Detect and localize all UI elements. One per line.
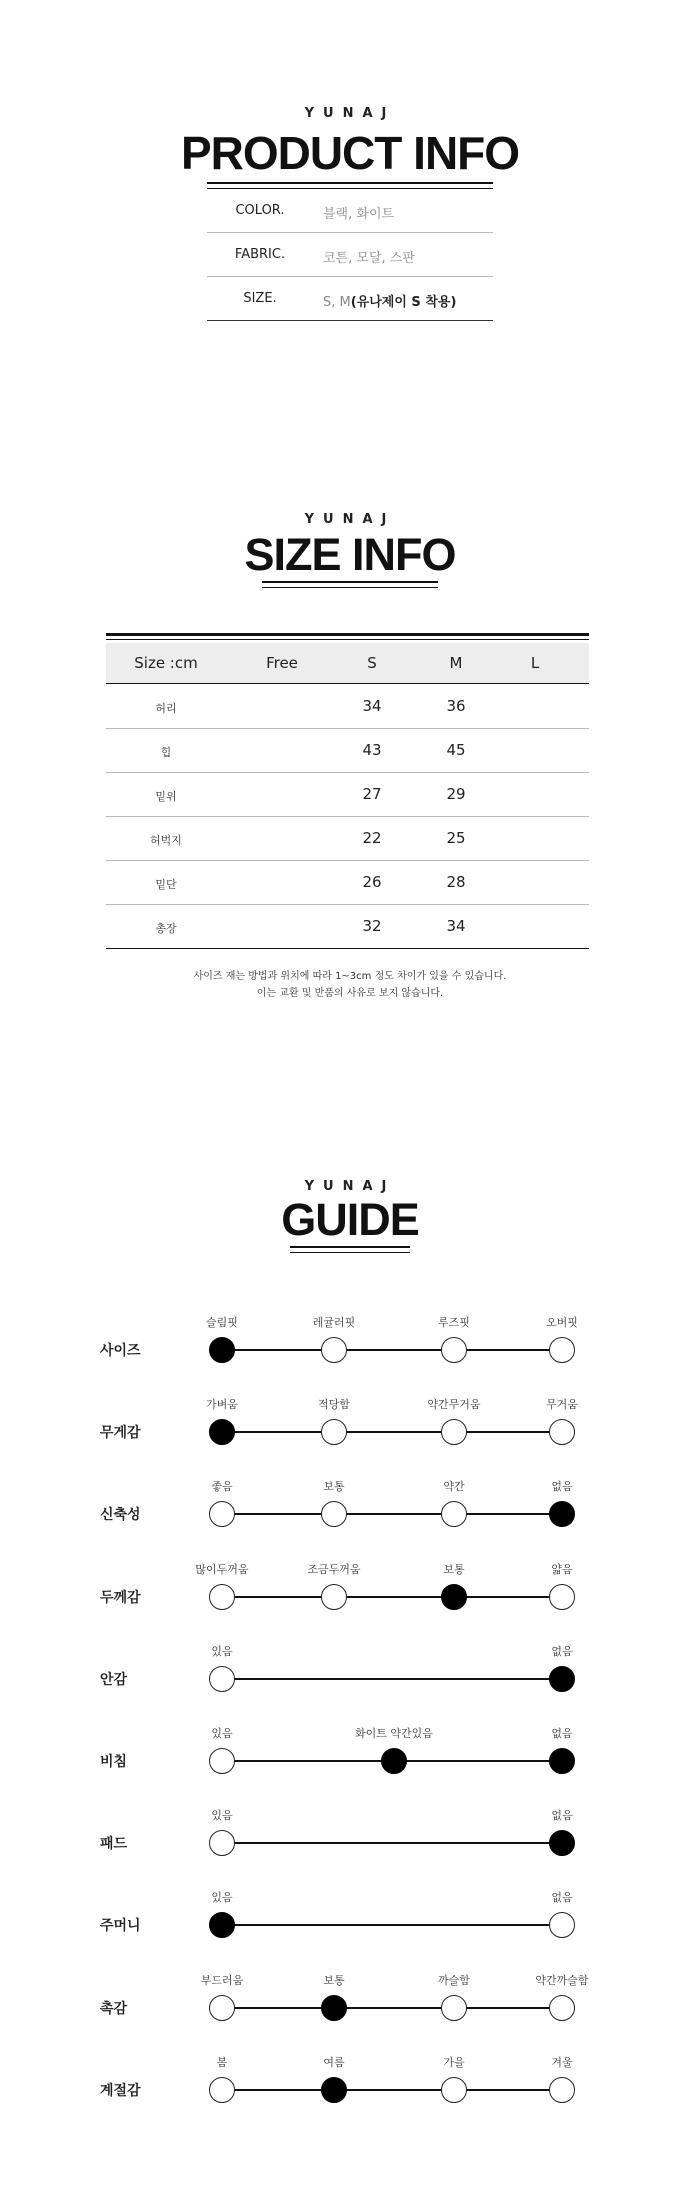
fabric-key: FABRIC. <box>234 247 286 262</box>
guide-dot-selected <box>209 1419 235 1445</box>
table-bottom-rule <box>207 320 493 321</box>
guide-dot <box>441 1995 467 2021</box>
guide-dot <box>549 1337 575 1363</box>
guide-option-label: 없음 <box>551 1891 573 1904</box>
title-underline <box>290 1246 410 1248</box>
guide-dot <box>209 1830 235 1856</box>
guide-dot-selected <box>209 1912 235 1938</box>
header-free: Free <box>266 654 298 672</box>
guide-row-label: 주머니 <box>100 1918 141 1934</box>
size-row-m: 34 <box>446 917 466 935</box>
guide-dot <box>549 1995 575 2021</box>
guide-dot <box>209 2077 235 2103</box>
guide-row-label: 계절감 <box>100 2083 141 2099</box>
header-m: M <box>449 654 463 672</box>
size-row-s: 34 <box>362 697 382 715</box>
guide-row-label: 신축성 <box>100 1507 141 1523</box>
title-underline-thin <box>262 587 438 588</box>
header-size: Size :cm <box>134 654 198 672</box>
size-key: SIZE. <box>243 291 277 306</box>
guide-dot-selected <box>381 1748 407 1774</box>
guide-dot <box>209 1666 235 1692</box>
guide-option-label: 약간무거움 <box>427 1398 481 1411</box>
guide-dot <box>441 1337 467 1363</box>
guide-option-label: 보통 <box>443 1563 465 1576</box>
size-row-divider <box>106 948 589 949</box>
title-underline <box>262 581 438 583</box>
guide-option-label: 여름 <box>323 2056 345 2069</box>
size-note-line1: 사이즈 재는 방법과 위치에 따라 1~3cm 정도 차이가 있을 수 있습니다. <box>193 971 507 982</box>
size-note-line2: 이는 교환 및 반품의 사유로 보지 않습니다. <box>256 988 444 999</box>
guide-option-label: 많이두꺼움 <box>195 1563 249 1576</box>
size-row-m: 25 <box>446 829 466 847</box>
guide-option-label: 겨울 <box>551 2056 573 2069</box>
guide-scale-line <box>222 1596 562 1598</box>
product-info-title: PRODUCT INFO <box>180 127 520 179</box>
brand-name: YUNAJ <box>304 512 396 527</box>
size-value-model: (유나제이 S 착용) <box>350 295 457 310</box>
guide-dot <box>321 1584 347 1610</box>
size-info-title: SIZE INFO <box>244 529 456 580</box>
guide-title: GUIDE <box>281 1194 419 1245</box>
size-row-label: 밑단 <box>155 878 177 891</box>
guide-dot <box>549 1584 575 1610</box>
table-top-rule-thin <box>106 639 589 640</box>
guide-scale-line <box>222 1431 562 1433</box>
guide-dot <box>321 1337 347 1363</box>
product-info-row-color <box>208 189 492 233</box>
guide-option-label: 적당함 <box>318 1398 350 1411</box>
size-value <box>323 291 456 310</box>
guide-dot-selected <box>549 1830 575 1856</box>
guide-dot-selected <box>321 2077 347 2103</box>
brand-name: YUNAJ <box>304 1179 396 1194</box>
guide-dot <box>321 1419 347 1445</box>
size-value-text: S, M <box>323 295 351 310</box>
guide-option-label: 있음 <box>211 1809 233 1822</box>
guide-option-label: 얇음 <box>551 1563 573 1576</box>
size-row-m: 29 <box>446 785 466 803</box>
size-row-label: 힙 <box>160 746 172 759</box>
table-top-rule <box>106 633 589 636</box>
guide-option-label: 레귤러핏 <box>312 1316 356 1329</box>
size-row-divider <box>106 904 589 905</box>
guide-option-label: 약간까슬함 <box>535 1974 589 1987</box>
guide-option-label: 가벼움 <box>206 1398 238 1411</box>
size-row-label: 총장 <box>155 922 177 935</box>
title-underline-thin <box>290 1252 410 1253</box>
size-row-label: 허리 <box>155 702 177 715</box>
guide-row-label: 사이즈 <box>100 1343 141 1359</box>
guide-option-label: 보통 <box>323 1480 345 1493</box>
guide-scale-line <box>222 1513 562 1515</box>
guide-option-label: 봄 <box>216 2056 228 2069</box>
guide-scale-line <box>222 1678 562 1680</box>
guide-option-label: 약간 <box>443 1480 465 1493</box>
guide-dot-selected <box>549 1748 575 1774</box>
color-key: COLOR. <box>235 203 285 218</box>
guide-option-label: 화이트 약간있음 <box>355 1727 433 1740</box>
size-row-divider <box>106 860 589 861</box>
size-row-m: 36 <box>446 697 466 715</box>
size-row-divider <box>106 728 589 729</box>
guide-option-label: 슬림핏 <box>206 1316 238 1329</box>
guide-row-label: 촉감 <box>100 2001 128 2017</box>
guide-option-label: 있음 <box>211 1727 233 1740</box>
guide-option-label: 조금두꺼움 <box>307 1563 361 1576</box>
size-row-m: 28 <box>446 873 466 891</box>
guide-option-label: 있음 <box>211 1645 233 1658</box>
guide-dot <box>441 1419 467 1445</box>
guide-option-label: 보통 <box>323 1974 345 1987</box>
size-row-s: 27 <box>362 785 382 803</box>
header-l: L <box>530 654 540 672</box>
guide-dot <box>441 1501 467 1527</box>
size-row-divider <box>106 816 589 817</box>
guide-dot <box>549 2077 575 2103</box>
size-row-s: 26 <box>362 873 382 891</box>
guide-dot <box>209 1584 235 1610</box>
guide-dot <box>209 1748 235 1774</box>
size-row-m: 45 <box>446 741 466 759</box>
guide-scale-line <box>222 1349 562 1351</box>
guide-option-label: 루즈핏 <box>438 1316 470 1329</box>
guide-dot-selected <box>549 1501 575 1527</box>
guide-option-label: 까슬함 <box>438 1974 470 1987</box>
guide-option-label: 오버핏 <box>546 1316 578 1329</box>
size-row-label: 밑위 <box>155 790 177 803</box>
guide-dot-selected <box>441 1584 467 1610</box>
guide-row-label: 두께감 <box>100 1590 141 1606</box>
size-row-s: 43 <box>362 741 382 759</box>
guide-option-label: 없음 <box>551 1727 573 1740</box>
guide-dot-selected <box>209 1337 235 1363</box>
guide-scale-line <box>222 2007 562 2009</box>
guide-dot <box>209 1995 235 2021</box>
guide-option-label: 부드러움 <box>200 1974 244 1987</box>
guide-dot-selected <box>321 1995 347 2021</box>
size-row-s: 32 <box>362 917 382 935</box>
guide-row-label: 비침 <box>100 1754 128 1770</box>
guide-dot <box>549 1419 575 1445</box>
size-row-label: 허벅지 <box>150 834 182 847</box>
guide-option-label: 있음 <box>211 1891 233 1904</box>
guide-option-label: 무거움 <box>546 1398 578 1411</box>
guide-dot <box>209 1501 235 1527</box>
guide-option-label: 없음 <box>551 1809 573 1822</box>
title-underline <box>207 182 493 184</box>
guide-option-label: 없음 <box>551 1645 573 1658</box>
guide-row-label: 안감 <box>100 1672 128 1688</box>
guide-dot <box>321 1501 347 1527</box>
header-bottom-rule <box>106 683 589 684</box>
size-row-s: 22 <box>362 829 382 847</box>
header-s: S <box>367 654 377 672</box>
fabric-value: 코튼, 모달, 스판 <box>323 251 415 266</box>
guide-option-label: 가을 <box>443 2056 465 2069</box>
guide-dot <box>549 1912 575 1938</box>
color-value: 블랙, 화이트 <box>323 207 395 222</box>
guide-scale-line <box>222 1842 562 1844</box>
guide-option-label: 없음 <box>551 1480 573 1493</box>
guide-scale-line <box>222 1924 562 1926</box>
product-info-row-size <box>208 277 492 321</box>
product-info-row-fabric <box>208 233 492 277</box>
brand-name: YUNAJ <box>304 106 396 121</box>
size-row-divider <box>106 772 589 773</box>
guide-dot <box>441 2077 467 2103</box>
guide-dot-selected <box>549 1666 575 1692</box>
guide-option-label: 좋음 <box>211 1480 233 1493</box>
guide-scale-line <box>222 2089 562 2091</box>
guide-row-label: 무게감 <box>100 1425 141 1441</box>
guide-row-label: 패드 <box>100 1836 128 1852</box>
